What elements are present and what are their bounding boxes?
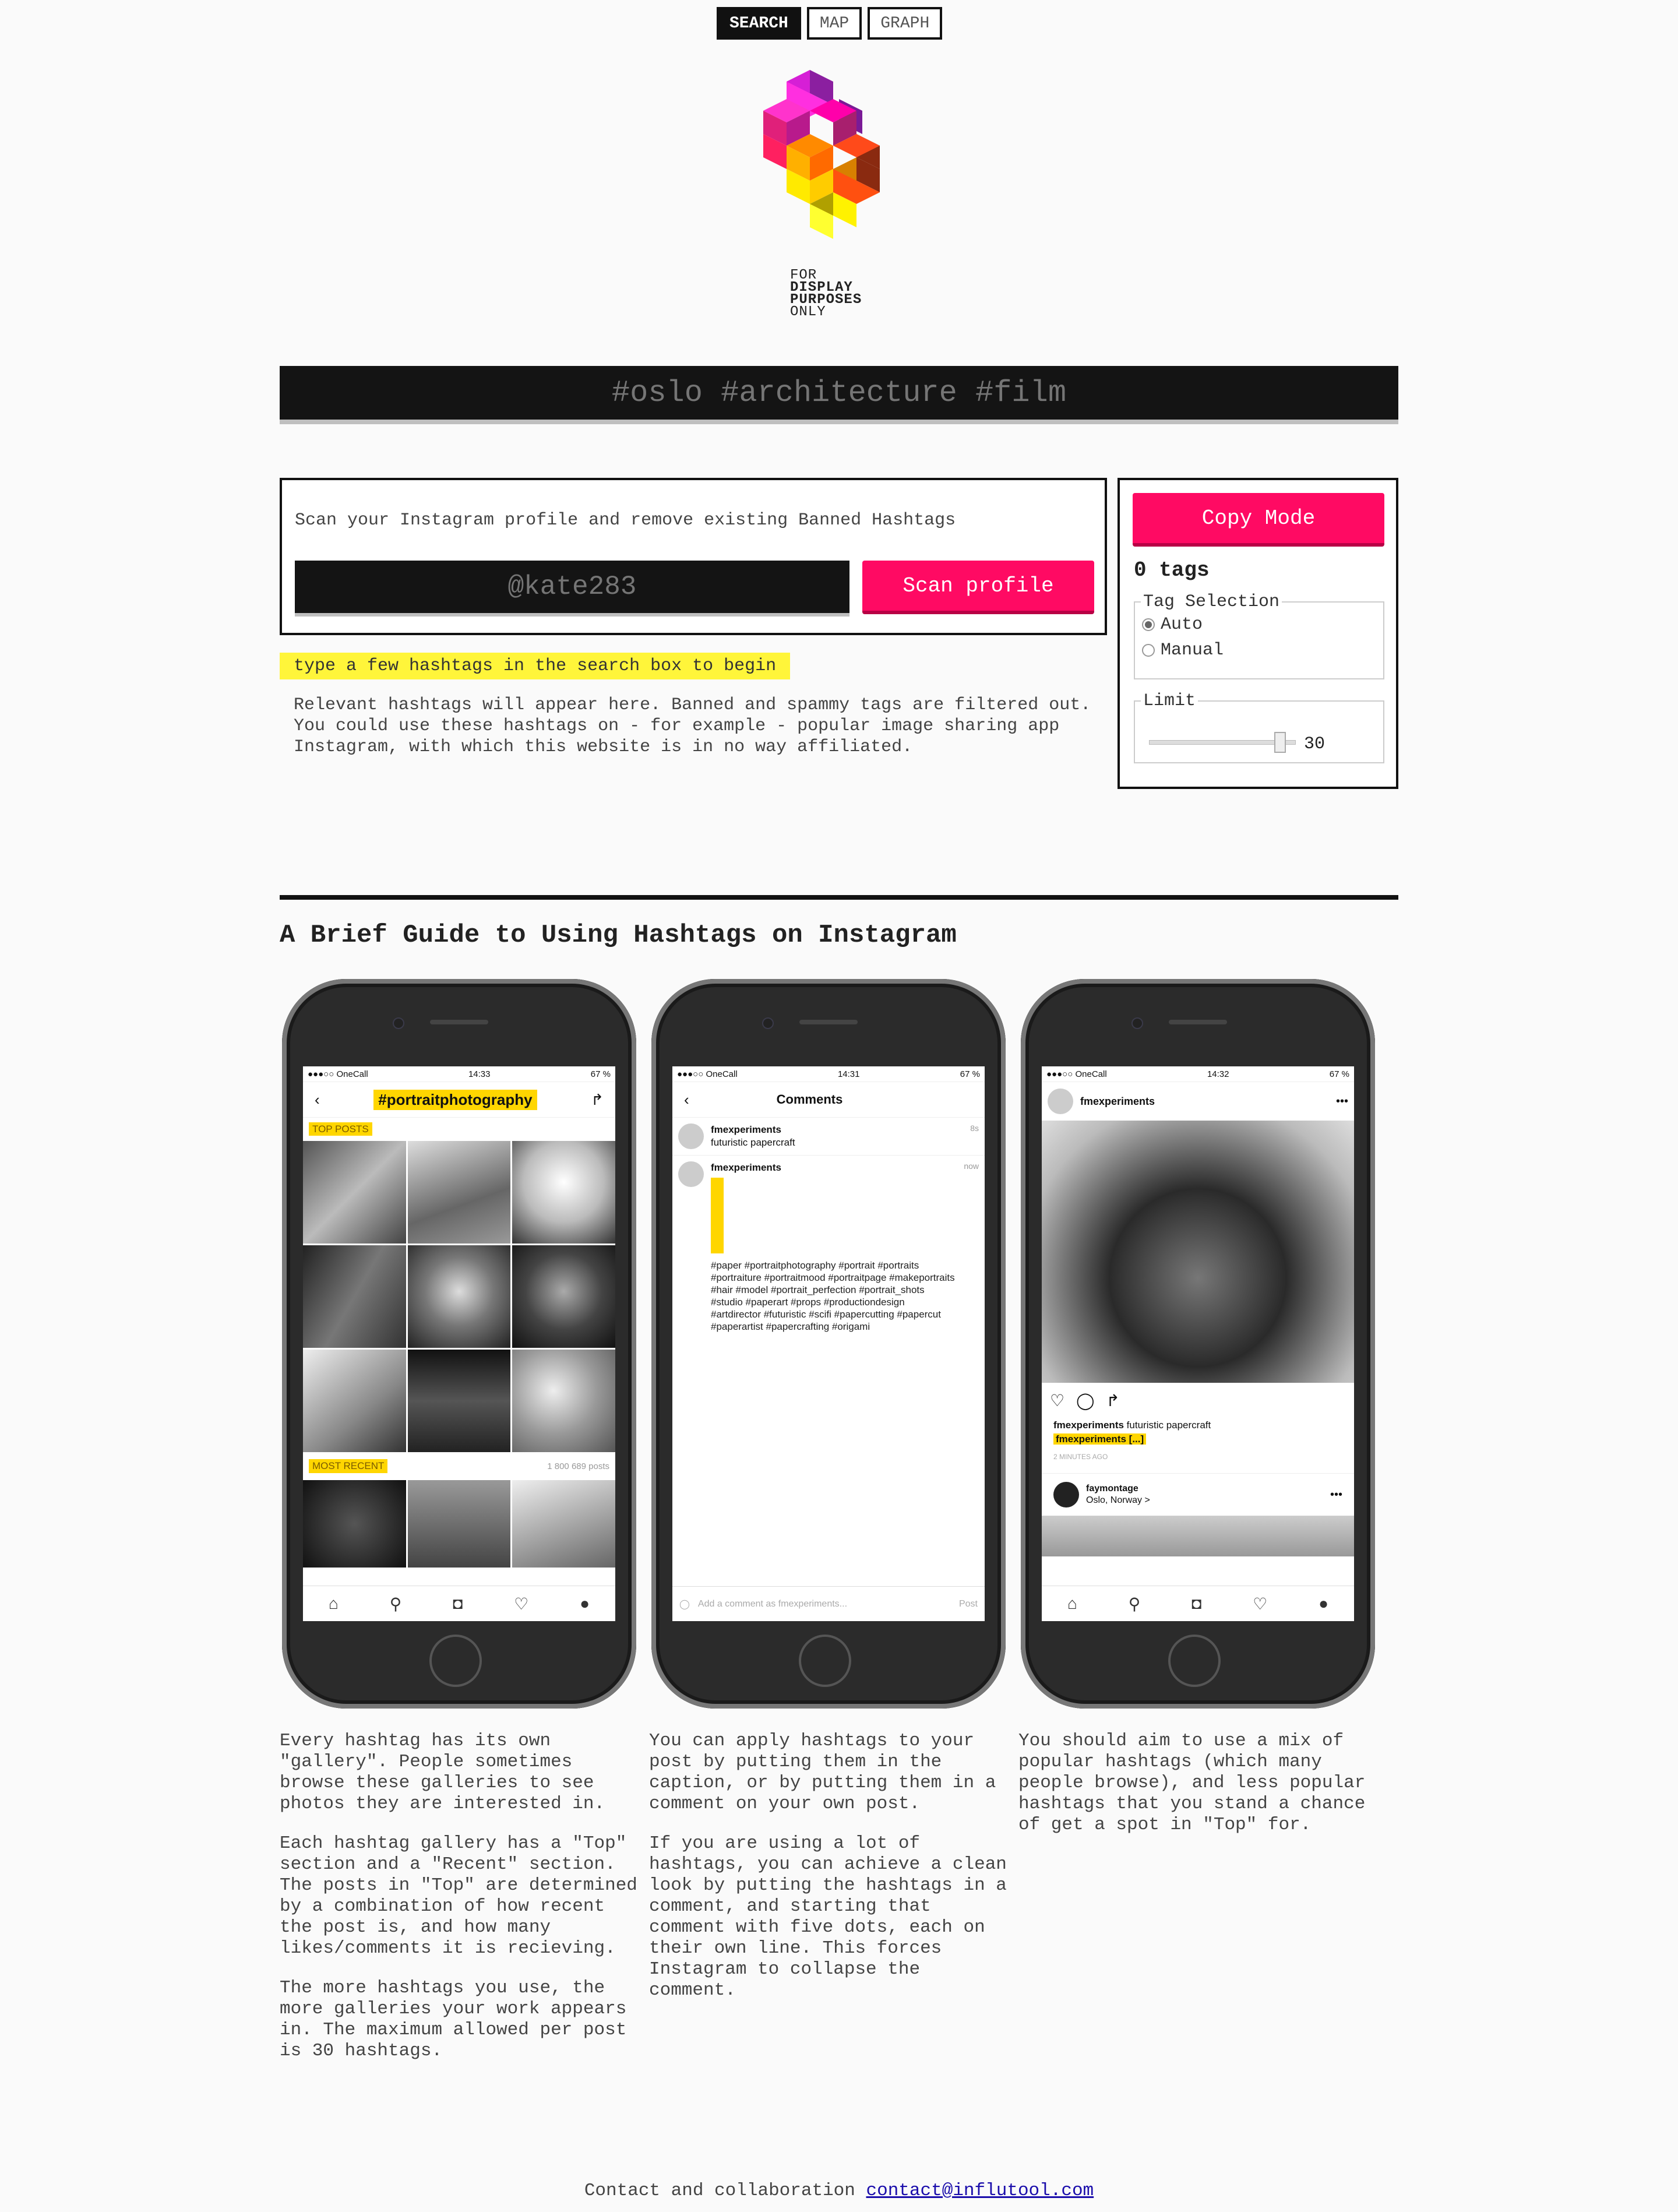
avatar [1048,1089,1073,1114]
hashtag-search-bar [280,366,1398,424]
avatar [678,1161,704,1187]
home-icon[interactable]: ⌂ [328,1594,339,1612]
hashtag-comment-row [672,1156,985,1339]
camera-icon [1131,1017,1143,1029]
guide-paragraph: Each hashtag gallery has a "Top" section and a "Recent" section. The posts in "Top" are determined by a combination of how recent the post is, and how many likes/comments it is recieving. [280,1833,637,1959]
phone-screen-comments [672,1066,985,1621]
tab-map[interactable]: MAP [807,7,862,40]
next-post-photo [1042,1516,1354,1556]
next-post-user: faymontage [1086,1484,1138,1494]
clock: 14:33 [468,1069,491,1079]
battery: 67 % [590,1069,611,1079]
status-bar [303,1066,615,1082]
most-recent-label: MOST RECENT [309,1459,387,1473]
comment-user: fmexperiments [711,1124,781,1135]
camera-icon [393,1017,404,1029]
photo-thumb [408,1245,511,1348]
photo-thumb [408,1350,511,1452]
photo-thumb [303,1141,406,1244]
five-dots-highlight [711,1178,724,1253]
guide-column-2 [649,1731,1010,2020]
photo-thumb [408,1480,511,1568]
guide-paragraph: Every hashtag has its own "gallery". People sometimes browse these galleries to see photos they are interested in. [280,1731,605,1814]
photo-thumb [303,1350,406,1452]
post-actions [1042,1383,1354,1418]
logo-line-3: PURPOSES [790,292,862,308]
guide-title: A Brief Guide to Using Hashtags on Instagram [280,921,957,950]
hashtag-title: #portraitphotography [373,1090,537,1110]
relevant-hashtags-text: Relevant hashtags will appear here. Banned and spammy tags are filtered out. You could use these hashtags on - for example - popular image sharing app Instagram, with which this website is in no way affiliated. [294,695,1091,757]
home-button [799,1635,851,1687]
limit-value: 30 [1304,734,1326,754]
radio-manual[interactable] [1142,637,1383,663]
copy-mode-button[interactable]: Copy Mode [1133,493,1384,547]
back-icon: ‹ [315,1090,320,1108]
tab-bar [1042,1586,1354,1621]
radio-unchecked-icon [1142,644,1155,657]
photo-thumb [512,1350,615,1452]
avatar[interactable]: ● [580,1594,590,1612]
post-button[interactable]: Post [958,1598,978,1609]
post-caption [1042,1418,1354,1464]
avatar: ◯ [679,1599,690,1609]
scan-profile-panel [280,478,1107,635]
hashtag-list: #paper #portraitphotography #portrait #portraits #portraiture #portraitmood #portraitpage #makeportraits #hair #model #portrait_perfection #portrait_shots #studio #paperart #props #productiondesign #artdirector #futuristic #scifi #papercutting #papercut #paperartist #papercrafting #origami [711,1260,955,1332]
caption-text: futuristic papercraft [1126,1420,1211,1431]
phone-screen-post [1042,1066,1354,1621]
home-icon[interactable]: ⌂ [1067,1594,1077,1612]
limit-legend: Limit [1143,691,1196,711]
search-icon[interactable]: ⚲ [389,1594,402,1613]
footer [0,2181,1678,2201]
options-panel [1118,478,1398,789]
limit-group [1134,691,1384,763]
hashtag-search-input[interactable] [280,375,1398,411]
tags-count: 0 tags [1134,558,1210,582]
speaker [1169,1020,1227,1024]
carrier: ●●●○○ OneCall [677,1069,738,1079]
photo-thumb [303,1480,406,1568]
radio-auto[interactable] [1142,612,1383,637]
photo-thumb [512,1245,615,1348]
post-user: fmexperiments [1080,1095,1155,1107]
phone-mockup-gallery [282,979,636,1709]
camera-icon[interactable]: ◘ [453,1594,463,1612]
radio-auto-label: Auto [1161,615,1203,635]
next-post-location: Oslo, Norway > [1086,1495,1150,1505]
logo-cubes-icon [757,64,921,251]
avatar [1053,1482,1079,1507]
logo-line-2: DISPLAY [790,280,853,295]
caption-row [672,1118,985,1156]
guide-column-3 [1018,1731,1380,1854]
posts-count: 1 800 689 posts [547,1461,609,1471]
carrier: ●●●○○ OneCall [308,1069,368,1079]
status-bar [672,1066,985,1082]
contact-email-link[interactable]: contact@influtool.com [866,2181,1094,2201]
next-post-header [1042,1473,1354,1516]
phone-mockup-comments [651,979,1006,1709]
tab-graph[interactable]: GRAPH [868,7,942,40]
post-photo [1042,1121,1354,1383]
caption-text: futuristic papercraft [711,1137,795,1148]
photo-thumb [512,1480,615,1568]
camera-icon [762,1017,774,1029]
top-posts-label: TOP POSTS [309,1122,372,1136]
comment-time: now [964,1161,979,1171]
collapsed-comment-highlight: fmexperiments [...] [1053,1433,1146,1445]
battery: 67 % [1329,1069,1349,1079]
search-icon[interactable]: ⚲ [1128,1594,1141,1613]
photo-thumb [303,1245,406,1348]
speaker [430,1020,488,1024]
phone-screen-gallery [303,1066,615,1621]
comment-input[interactable]: Add a comment as fmexperiments... [697,1598,848,1609]
guide-column-1 [280,1731,641,2080]
username-input[interactable] [295,571,849,603]
back-icon[interactable]: ‹ [684,1090,689,1108]
camera-icon[interactable]: ◘ [1191,1594,1202,1612]
comment-time: 8s [970,1123,979,1133]
section-divider [280,895,1398,900]
avatar [678,1123,704,1149]
top-tabs [717,7,942,40]
comments-title: Comments [776,1092,843,1107]
radio-manual-label: Manual [1161,640,1224,660]
guide-paragraph: You can apply hashtags to your post by putting them in the caption, or by putting them in a comment on your own post. [649,1731,996,1814]
share-icon[interactable]: ↱ [1106,1392,1120,1410]
heart-icon[interactable]: ♡ [1050,1392,1065,1410]
comment-icon[interactable]: ◯ [1076,1392,1095,1410]
avatar[interactable]: ● [1319,1594,1329,1612]
status-bar [1042,1066,1354,1082]
guide-paragraph: The more hashtags you use, the more galleries your work appears in. The maximum allowed per post is 30 hashtags. [280,1978,627,2061]
limit-slider-thumb[interactable] [1274,732,1286,753]
username-field [295,561,849,617]
share-icon: ↱ [591,1090,604,1108]
gallery-nav [303,1082,615,1118]
battery: 67 % [960,1069,980,1079]
heart-icon[interactable]: ♡ [1253,1594,1268,1613]
carrier: ●●●○○ OneCall [1046,1069,1107,1079]
clock: 14:31 [837,1069,860,1079]
heart-icon[interactable]: ♡ [514,1594,529,1613]
speaker [799,1020,858,1024]
caption-user: fmexperiments [1053,1420,1124,1431]
guide-paragraph: If you are using a lot of hashtags, you can achieve a clean look by putting the hashtags in a comment, and starting that comment with five dots, each on their own line. This forces Instagram to collapse the comment. [649,1833,1007,2000]
photo-thumb [408,1141,511,1244]
top-posts-grid [303,1141,615,1452]
photo-thumb [512,1141,615,1244]
logo [757,64,921,320]
home-button [429,1635,482,1687]
comment-input-bar [672,1586,985,1621]
logo-line-1: FOR [790,267,817,283]
logo-line-4: ONLY [790,304,826,320]
guide-paragraph: You should aim to use a mix of popular hashtags (which many people browse), and less popular hashtags that you stand a chance of get a spot in "Top" for. [1018,1731,1366,1835]
tag-selection-legend: Tag Selection [1143,592,1280,612]
tab-bar [303,1586,615,1621]
phone-mockup-post [1021,979,1375,1709]
tag-selection-group [1134,592,1384,679]
comments-nav [672,1082,985,1118]
more-icon[interactable]: ••• [1330,1488,1342,1501]
clock: 14:32 [1207,1069,1229,1079]
home-button [1168,1635,1221,1687]
more-icon[interactable]: ••• [1335,1094,1348,1108]
comment-user: fmexperiments [711,1162,781,1173]
scan-profile-button[interactable]: Scan profile [862,561,1094,614]
scan-description: Scan your Instagram profile and remove existing Banned Hashtags [295,510,956,530]
tab-search[interactable]: SEARCH [717,7,801,40]
post-time: 2 MINUTES AGO [1053,1453,1108,1461]
recent-posts-grid [303,1480,615,1568]
hint-banner: type a few hashtags in the search box to begin [280,653,790,679]
footer-text: Contact and collaboration [584,2181,855,2201]
post-header [1042,1082,1354,1121]
radio-checked-icon [1142,618,1155,631]
